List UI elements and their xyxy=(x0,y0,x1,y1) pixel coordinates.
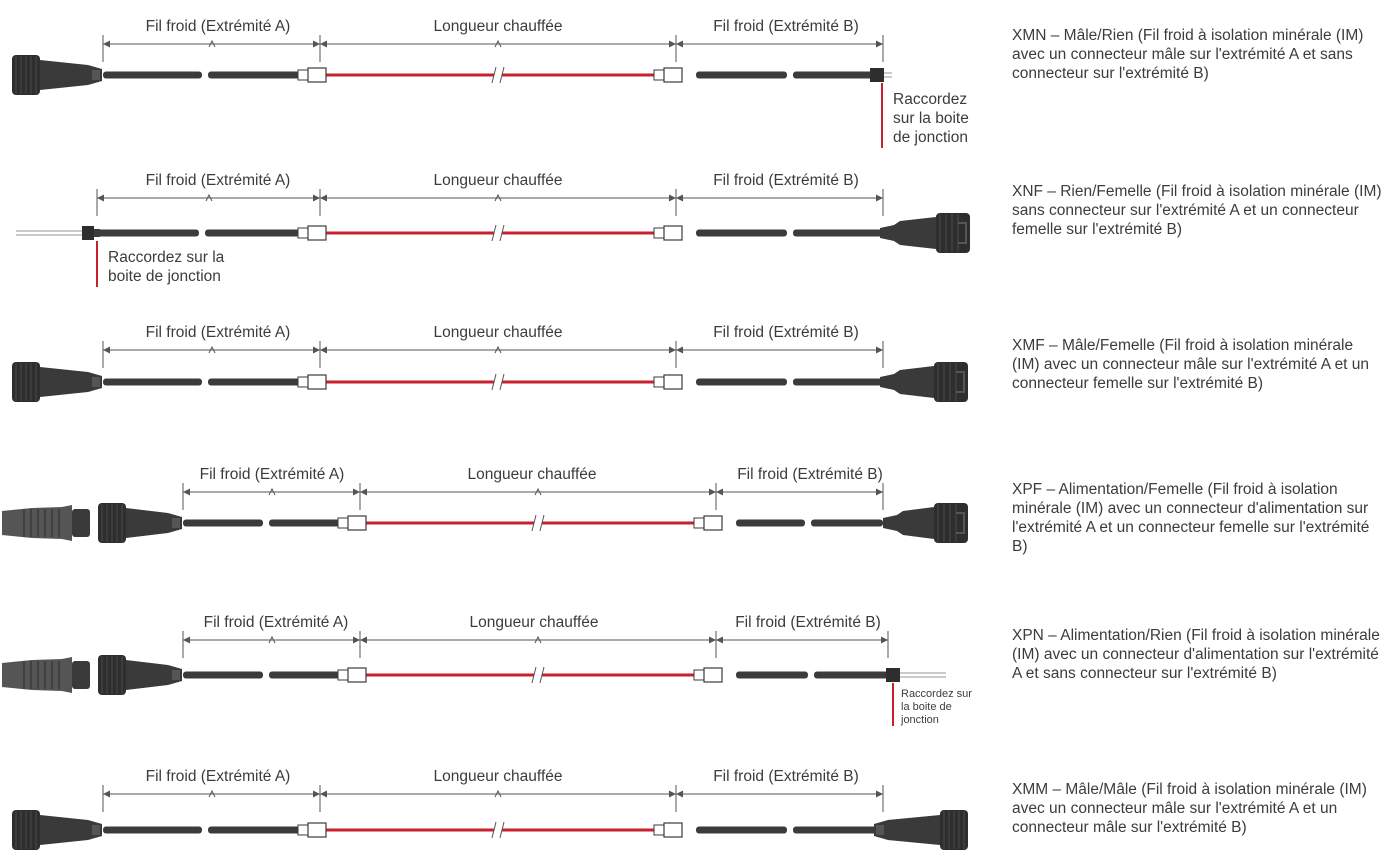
label-cold-lead-a: Fil froid (Extrémité A) xyxy=(145,18,291,35)
dimension-cold-lead-a-arrow-left xyxy=(103,41,110,48)
end-seal xyxy=(870,68,884,82)
cold-lead-a-segment xyxy=(103,827,202,834)
power-plug-body xyxy=(2,505,72,541)
heated-break-mark xyxy=(492,822,504,838)
cold-lead-a-segment xyxy=(103,72,202,79)
heated-break-mark xyxy=(492,225,504,241)
label-cold-lead-b: Fil froid (Extrémité B) xyxy=(713,768,859,785)
dimension-heated-length-arrow-right xyxy=(709,637,716,644)
splice-sleeve xyxy=(338,518,348,528)
cold-lead-b-segment xyxy=(793,379,883,386)
cold-lead-a-segment xyxy=(97,230,199,237)
end-seal xyxy=(82,226,94,240)
dimension-heated-length-arrow-left xyxy=(360,489,367,496)
label-heated-length: Longueur chauffée xyxy=(433,324,563,341)
connector-ring xyxy=(876,825,884,835)
power-socket-connector xyxy=(98,503,182,543)
bare-end-b xyxy=(870,68,892,82)
label-cold-lead-b: Fil froid (Extrémité B) xyxy=(713,172,859,189)
dimension-cold-lead-a-arrow-left xyxy=(183,637,190,644)
dimension-cold-lead-b-arrow-right xyxy=(876,791,883,798)
splice-sleeve xyxy=(654,377,664,387)
cable-row-xpn xyxy=(2,614,972,726)
power-socket-connector xyxy=(98,655,182,695)
power-connector-end-a xyxy=(2,503,182,543)
dimension-cold-lead-b-arrow-left xyxy=(676,347,683,354)
label-heated-length: Longueur chauffée xyxy=(469,614,599,631)
dimension-heated-length-arrow-left xyxy=(320,195,327,202)
dimension-cold-lead-b-arrow-right xyxy=(876,347,883,354)
dimension-cold-lead-b-arrow-left xyxy=(676,41,683,48)
connector-body xyxy=(880,366,934,398)
splice-joint xyxy=(348,668,366,682)
splice-sleeve xyxy=(694,518,704,528)
label-cold-lead-a: Fil froid (Extrémité A) xyxy=(145,768,291,785)
dimension-cold-lead-b-arrow-right xyxy=(876,489,883,496)
dimension-heated-length-arrow-right xyxy=(669,41,676,48)
female-connector-end-b xyxy=(880,362,968,402)
cold-lead-b-segment xyxy=(811,520,883,527)
junction-box-note-line: de jonction xyxy=(893,129,968,146)
splice-joint xyxy=(664,375,682,389)
splice-sleeve xyxy=(654,825,664,835)
label-cold-lead-a: Fil froid (Extrémité A) xyxy=(145,172,291,189)
splice-joint xyxy=(308,375,326,389)
heated-break-mark xyxy=(492,374,504,390)
junction-box-note-line: la boite de xyxy=(901,701,952,713)
male-connector-end-b xyxy=(874,810,968,850)
female-connector-end-b xyxy=(880,213,970,253)
dimension-cold-lead-b-arrow-left xyxy=(716,489,723,496)
label-heated-length: Longueur chauffée xyxy=(433,172,563,189)
dimension-cold-lead-b-arrow-right xyxy=(876,195,883,202)
cold-lead-a-segment xyxy=(183,520,263,527)
splice-sleeve xyxy=(654,70,664,80)
connector-coupler xyxy=(934,362,968,402)
splice-joint xyxy=(348,516,366,530)
description-xpf: XPF – Alimentation/Femelle (Fil froid à isolation minérale (IM) avec un connecteur d'alimentation sur l'extrémité A et un connecteur femelle sur l'extrémité B) xyxy=(1012,481,1370,555)
cable-row-xnf xyxy=(16,172,970,287)
dimension-cold-lead-a-arrow-left xyxy=(97,195,104,202)
splice-joint xyxy=(704,516,722,530)
label-cold-lead-b: Fil froid (Extrémité B) xyxy=(713,18,859,35)
dimension-heated-length-arrow-right xyxy=(709,489,716,496)
dimension-heated-length-arrow-right xyxy=(669,347,676,354)
description-xmm: XMM – Mâle/Mâle (Fil froid à isolation minérale (IM) avec un connecteur mâle sur l'extrémité A et un connecteur mâle sur l'extrémité B) xyxy=(1012,781,1367,836)
cold-lead-a-segment xyxy=(183,672,263,679)
splice-sleeve xyxy=(338,670,348,680)
power-plug-cap xyxy=(72,661,90,689)
dimension-heated-length-arrow-left xyxy=(320,41,327,48)
cable-row-xmm xyxy=(12,768,968,850)
cold-lead-b-segment xyxy=(793,230,883,237)
bare-end-b xyxy=(886,668,946,682)
dimension-cold-lead-a-arrow-left xyxy=(183,489,190,496)
connector-ring xyxy=(92,377,100,387)
connector-ring xyxy=(92,70,100,80)
connector-ring xyxy=(172,518,180,528)
junction-box-note-line: Raccordez xyxy=(893,91,968,108)
junction-box-note-line: boite de jonction xyxy=(108,268,221,285)
cold-lead-b-segment xyxy=(696,230,787,237)
heated-break-mark xyxy=(532,667,544,683)
dimension-cold-lead-b-arrow-left xyxy=(676,195,683,202)
power-connector-end-a xyxy=(2,655,182,695)
dimension-heated-length-arrow-right xyxy=(669,791,676,798)
end-sleeve xyxy=(94,229,100,237)
male-connector-end-a xyxy=(12,810,102,850)
connector-coupler xyxy=(934,503,968,543)
cold-lead-b-segment xyxy=(793,72,883,79)
female-connector-end-b xyxy=(883,503,968,543)
label-heated-length: Longueur chauffée xyxy=(433,768,563,785)
description-xmn: XMN – Mâle/Rien (Fil froid à isolation minérale (IM) avec un connecteur mâle sur l'extrémité A et sans connecteur sur l'extrémité B) xyxy=(1012,27,1364,82)
junction-box-note-line: Raccordez sur xyxy=(901,688,972,700)
cold-lead-b-segment xyxy=(736,520,805,527)
connector-body xyxy=(883,507,934,539)
connector-body xyxy=(880,217,936,249)
bare-end-a xyxy=(16,226,100,240)
label-cold-lead-b: Fil froid (Extrémité B) xyxy=(737,466,883,483)
connector-ring xyxy=(172,670,180,680)
cable-row-xpf xyxy=(2,466,968,543)
dimension-cold-lead-a-arrow-right xyxy=(313,195,320,202)
splice-joint xyxy=(664,226,682,240)
connector-ring xyxy=(92,825,100,835)
cold-lead-b-segment xyxy=(696,827,787,834)
cold-lead-a-segment xyxy=(103,379,202,386)
description-xmf: XMF – Mâle/Femelle (Fil froid à isolation minérale (IM) avec un connecteur mâle sur l'extrémité A et un connecteur femelle sur l'extrémité B) xyxy=(1012,337,1370,392)
description-xpn: XPN – Alimentation/Rien (Fil froid à isolation minérale (IM) avec un connecteur d'alimentation sur l'extrémité A et sans connecteur sur l'extrémité B) xyxy=(1012,627,1380,682)
label-cold-lead-b: Fil froid (Extrémité B) xyxy=(735,614,881,631)
end-seal xyxy=(886,668,900,682)
dimension-heated-length-arrow-left xyxy=(360,637,367,644)
description-xnf: XNF – Rien/Femelle (Fil froid à isolation minérale (IM) sans connecteur sur l'extrémité A et un connecteur femelle sur l'extrémité B) xyxy=(1012,183,1382,238)
cable-row-xmn xyxy=(12,18,969,148)
label-cold-lead-a: Fil froid (Extrémité A) xyxy=(145,324,291,341)
splice-sleeve xyxy=(654,228,664,238)
dimension-cold-lead-a-arrow-left xyxy=(103,791,110,798)
dimension-cold-lead-a-arrow-right xyxy=(313,791,320,798)
splice-sleeve xyxy=(298,377,308,387)
splice-sleeve xyxy=(298,825,308,835)
label-heated-length: Longueur chauffée xyxy=(433,18,563,35)
junction-box-note-line: Raccordez sur la xyxy=(108,249,225,266)
label-heated-length: Longueur chauffée xyxy=(467,466,597,483)
label-cold-lead-b: Fil froid (Extrémité B) xyxy=(713,324,859,341)
splice-sleeve xyxy=(298,228,308,238)
label-cold-lead-a: Fil froid (Extrémité A) xyxy=(203,614,349,631)
cold-lead-b-segment xyxy=(696,379,787,386)
dimension-cold-lead-a-arrow-right xyxy=(313,41,320,48)
heated-break-mark xyxy=(492,67,504,83)
splice-joint xyxy=(308,68,326,82)
splice-sleeve xyxy=(298,70,308,80)
power-plug-body xyxy=(2,657,72,693)
connector-coupler xyxy=(936,213,970,253)
power-plug-cap xyxy=(72,509,90,537)
heated-break-mark xyxy=(532,515,544,531)
dimension-heated-length-arrow-left xyxy=(320,791,327,798)
cold-lead-b-segment xyxy=(814,672,888,679)
male-connector-end-a xyxy=(12,55,102,95)
splice-joint xyxy=(308,823,326,837)
dimension-cold-lead-b-arrow-right xyxy=(876,41,883,48)
splice-joint xyxy=(664,68,682,82)
male-connector-end-a xyxy=(12,362,102,402)
splice-sleeve xyxy=(694,670,704,680)
dimension-cold-lead-b-arrow-left xyxy=(716,637,723,644)
junction-box-note-line: sur la boite xyxy=(893,110,969,127)
cold-lead-b-segment xyxy=(793,827,883,834)
dimension-cold-lead-b-arrow-right xyxy=(881,637,888,644)
cold-lead-b-segment xyxy=(696,72,787,79)
dimension-heated-length-arrow-right xyxy=(669,195,676,202)
splice-joint xyxy=(308,226,326,240)
dimension-heated-length-arrow-left xyxy=(320,347,327,354)
label-cold-lead-a: Fil froid (Extrémité A) xyxy=(199,466,345,483)
junction-box-note-line: jonction xyxy=(901,714,939,726)
splice-joint xyxy=(704,668,722,682)
splice-joint xyxy=(664,823,682,837)
cable-row-xmf xyxy=(12,324,968,402)
dimension-cold-lead-a-arrow-right xyxy=(353,489,360,496)
dimension-cold-lead-a-arrow-left xyxy=(103,347,110,354)
dimension-cold-lead-a-arrow-right xyxy=(313,347,320,354)
cold-lead-b-segment xyxy=(736,672,808,679)
dimension-cold-lead-a-arrow-right xyxy=(353,637,360,644)
dimension-cold-lead-b-arrow-left xyxy=(676,791,683,798)
